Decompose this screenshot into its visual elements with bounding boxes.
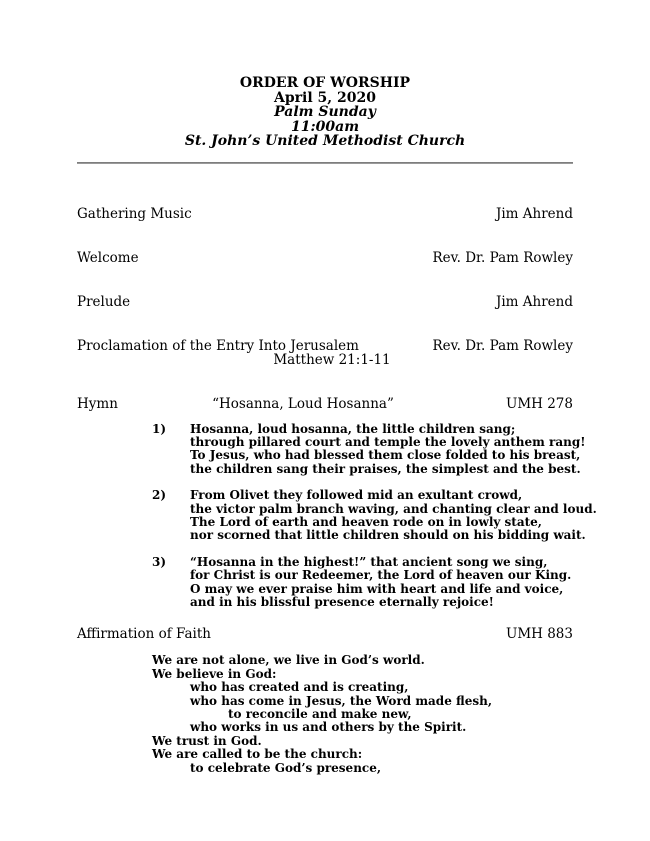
item-label: Prelude xyxy=(77,293,131,310)
church-name: St. John’s United Methodist Church xyxy=(184,133,466,149)
occasion-palm-sunday: Palm Sunday xyxy=(274,104,376,120)
verse-lines xyxy=(190,556,571,610)
item-gathering-music xyxy=(77,207,573,221)
item-label: Proclamation of the Entry Into Jerusalem xyxy=(77,337,359,354)
verse-number: 1) xyxy=(152,421,167,436)
divider-rule xyxy=(77,162,573,164)
item-person: Jim Ahrend xyxy=(495,293,573,310)
affirmation-line: who works in us and others by the Spirit. xyxy=(190,720,467,735)
hymn-verse-1 xyxy=(152,421,586,477)
item-person: Jim Ahrend xyxy=(495,205,573,222)
item-label: Affirmation of Faith xyxy=(77,626,211,643)
verse-line: Hosanna, loud hosanna, the little children sang; xyxy=(190,421,516,436)
affirmation-line: who has come in Jesus, the Word made flesh, xyxy=(190,693,493,708)
affirmation-line: to reconcile and make new, xyxy=(228,707,412,721)
item-proclamation xyxy=(77,339,573,367)
verse-line: nor scorned that little children should on his bidding wait. xyxy=(190,528,586,543)
verse-lines xyxy=(190,423,585,477)
verse-line: To Jesus, who had blessed them close folded to his breast, xyxy=(190,448,581,463)
affirmation-line: We believe in God: xyxy=(152,666,277,681)
service-date: April 5, 2020 xyxy=(274,89,376,106)
verse-line: From Olivet they followed mid an exultant crowd, xyxy=(190,488,523,503)
hymn-title: “Hosanna, Loud Hosanna” xyxy=(212,395,394,412)
verse-line: the children sang their praises, the simplest and the best. xyxy=(190,461,581,476)
item-label: Gathering Music xyxy=(77,205,192,222)
hymn-verse-2 xyxy=(152,488,597,543)
verse-line: “Hosanna in the highest!” that ancient song we sing, xyxy=(190,554,548,569)
item-label: Welcome xyxy=(77,249,139,266)
scripture-reference: Matthew 21:1-11 xyxy=(273,351,391,368)
verse-line: through pillared court and temple the lovely anthem rang! xyxy=(190,434,586,449)
item-affirmation-of-faith xyxy=(77,627,573,775)
item-welcome xyxy=(77,251,573,265)
hymn-verse-3 xyxy=(152,556,573,610)
hymnal-reference: UMH 883 xyxy=(505,626,573,643)
affirmation-line: who has created and is creating, xyxy=(190,680,409,695)
affirmation-line: We trust in God. xyxy=(152,733,262,748)
verse-line: the victor palm branch waving, and chanting clear and loud. xyxy=(190,501,597,516)
hymnal-reference: UMH 278 xyxy=(505,395,573,412)
service-time: 11:00am xyxy=(290,118,360,135)
hymn-verses xyxy=(77,421,597,610)
item-person: Rev. Dr. Pam Rowley xyxy=(432,249,573,266)
document-header xyxy=(77,76,573,149)
verse-number: 2) xyxy=(152,488,167,503)
item-person: Rev. Dr. Pam Rowley xyxy=(432,337,573,354)
verse-number: 3) xyxy=(152,554,167,569)
order-of-worship-title: ORDER OF WORSHIP xyxy=(239,75,411,91)
service-items xyxy=(77,205,597,776)
verse-line: and in his blissful presence eternally rejoice! xyxy=(190,594,494,609)
item-label: Hymn xyxy=(77,395,118,412)
verse-lines xyxy=(190,489,597,543)
affirmation-line: We are not alone, we live in God’s world. xyxy=(152,653,425,668)
item-prelude xyxy=(77,295,573,309)
verse-line: for Christ is our Redeemer, the Lord of heaven our King. xyxy=(190,568,572,583)
verse-line: O may we ever praise him with heart and life and voice, xyxy=(190,581,564,596)
item-hymn xyxy=(77,397,573,411)
affirmation-text xyxy=(77,654,573,775)
affirmation-line: We are called to be the church: xyxy=(152,747,363,762)
affirmation-line: to celebrate God’s presence, xyxy=(190,760,382,775)
verse-line: The Lord of earth and heaven rode on in lowly state, xyxy=(190,514,542,529)
